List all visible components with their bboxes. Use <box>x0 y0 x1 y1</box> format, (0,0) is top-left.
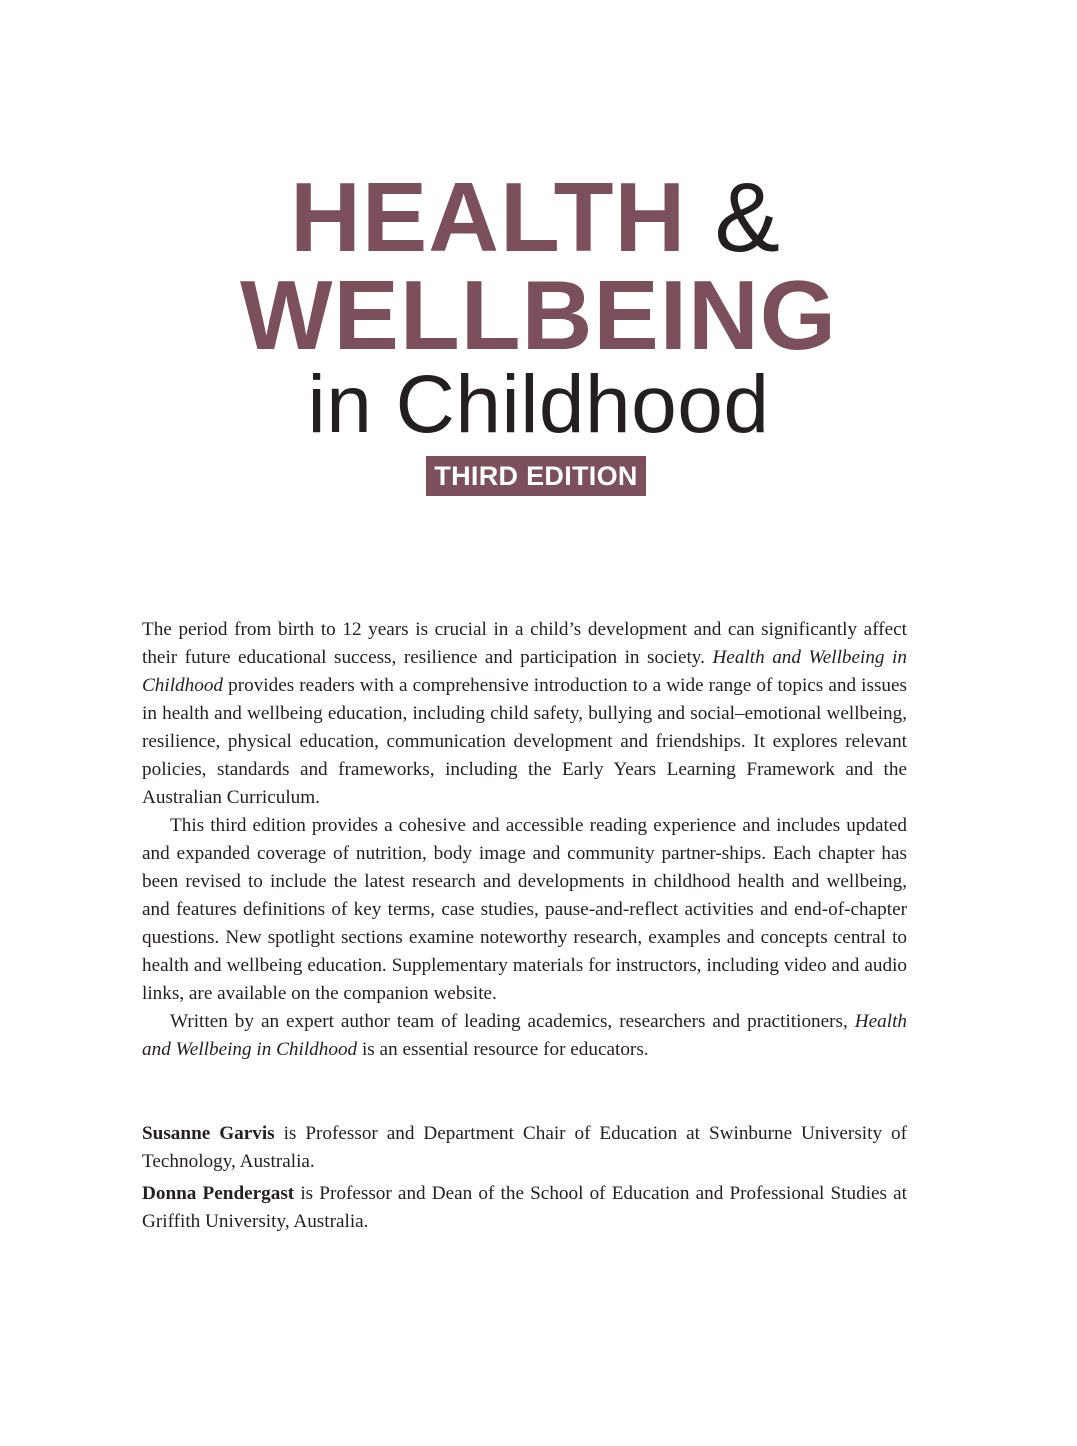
book-description <box>142 616 907 1064</box>
author-bio <box>142 1120 907 1176</box>
description-p1-title: Health and Wellbeing in Childhood <box>142 647 907 696</box>
title-line-1 <box>0 162 1077 272</box>
description-p1-start: The period from birth to 12 years is crucial in a child’s development and can significantly affect their future educational success, resilience and participation in society. <box>142 619 907 668</box>
description-paragraph-2: This third edition provides a cohesive and accessible reading experience and includes updated and expanded coverage of nutrition, body image and community partner-ships. Each chapter has been revised to include the latest research and developments in childhood health and wellbeing, and features definitions of key terms, case studies, pause-and-reflect activities and end-of-chapter questions. New spotlight sections examine noteworthy research, examples and concepts central to health and wellbeing education. Supplementary materials for instructors, including video and audio links, are available on the companion website. <box>142 815 907 1004</box>
title-word-health: HEALTH <box>290 162 687 272</box>
description-p1-end: provides readers with a comprehensive introduction to a wide range of topics and issues in health and wellbeing education, including child safety, bullying and social–emotional wellbeing, resilience, physical education, communication development and friendships. It explores relevant policies, standards and frameworks, including the Early Years Learning Framework and the Australian Curriculum. <box>142 675 907 808</box>
description-paragraph-3 <box>142 1008 907 1064</box>
title-line-wellbeing: WELLBEING <box>240 260 837 370</box>
author-description: is Professor and Department Chair of Education at Swinburne University of Technology, Australia. <box>142 1123 907 1172</box>
edition-badge: THIRD EDITION <box>426 456 646 496</box>
description-paragraph-1 <box>142 616 907 812</box>
title-ampersand: & <box>714 162 781 272</box>
author-bios <box>142 1120 907 1240</box>
author-name: Donna Pendergast <box>142 1183 295 1204</box>
author-bio <box>142 1180 907 1236</box>
description-p3-title: Health and Wellbeing in Childhood <box>142 1011 907 1060</box>
description-p3-start: Written by an expert author team of leading academics, researchers and practitioners, <box>170 1011 855 1032</box>
book-title <box>0 162 1077 450</box>
author-name: Susanne Garvis <box>142 1123 275 1144</box>
description-p3-end: is an essential resource for educators. <box>357 1039 649 1060</box>
title-line-subtitle: in Childhood <box>307 359 770 450</box>
author-description: is Professor and Dean of the School of Education and Professional Studies at Griffith University, Australia. <box>142 1183 908 1232</box>
